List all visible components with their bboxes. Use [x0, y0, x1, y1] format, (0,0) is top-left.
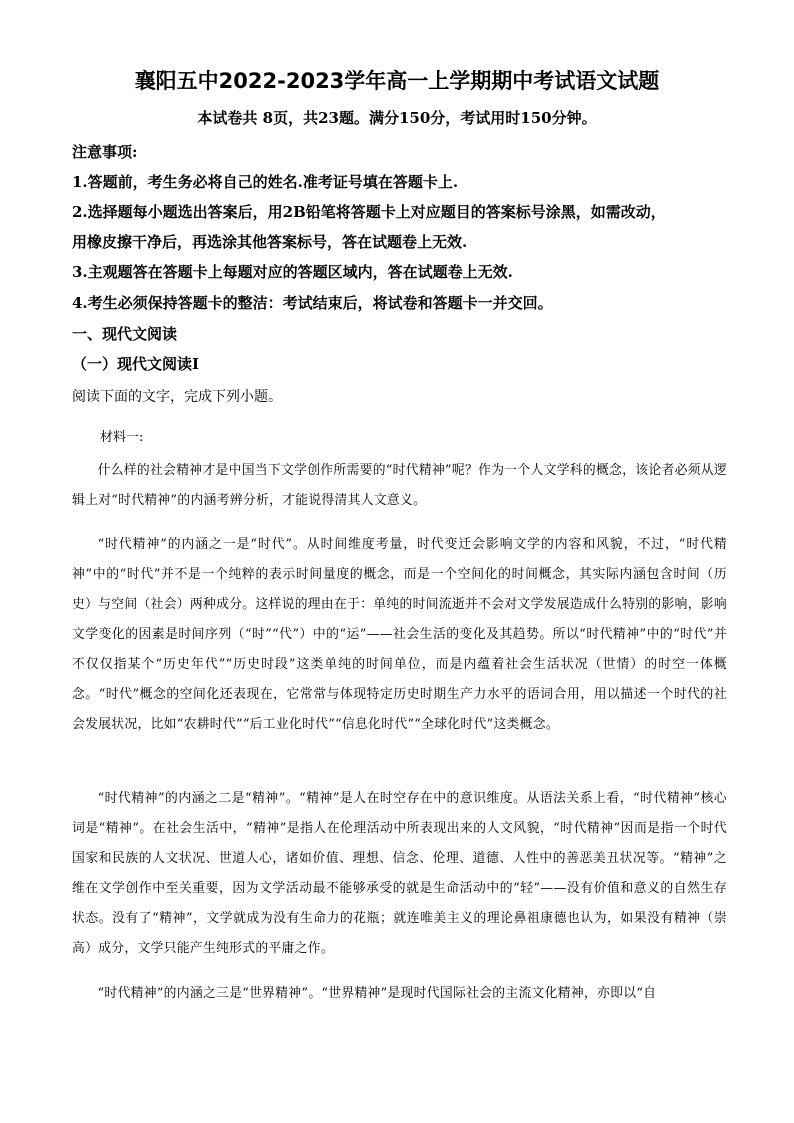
notice-heading: 注意事项: — [72, 143, 138, 161]
notice-item-4: 4.考生必须保持答题卡的整洁：考试结束后，将试卷和答题卡一并交回。 — [72, 294, 553, 312]
paragraph-1: 什么样的社会精神才是中国当下文学创作所需要的“时代精神”呢？作为一个人文学科的概念，该论者必须从逻辑上对“时代精神”的内涵考辨分析，才能说得清其人文意义。 — [72, 463, 727, 508]
notice-item-2-cont: 用橡皮擦干净后，再选涂其他答案标号，答在试题卷上无效. — [72, 233, 468, 251]
notice-item-3: 3.主观题答在答题卡上每题对应的答题区域内，答在试题卷上无效. — [72, 263, 513, 281]
exam-subtitle: 本试卷共 8页，共23题。满分150分，考试用时150分钟。 — [197, 109, 597, 127]
paragraph-3: “时代精神”的内涵之二是“精神”。“精神”是人在时空存在中的意识维度。从语法关系上看，“时代精神”核心词是“精神”。在社会生活中，“精神”是指人在伦理活动中所表现出来的人文风貌，“时代精神”因而是指一个时代国家和民族的人文状况、世道人心，诸如价值、理想、信念、伦理、道德、人性中的善恶美丑状况等。“精神”之维在文学创作中至关重要，因为文学活动最不能够承受的就是生命活动中的“轻”——没有价值和意义的自然生存状态。没有了“精神”，文学就成为没有生命力的花瓶；就连唯美主义的理论鼻祖康德也认为，如果没有精神（崇高）成分，文学只能产生纯形式的平庸之作。 — [72, 791, 727, 956]
section-subheading: （一）现代文阅读Ⅰ — [72, 355, 200, 373]
material-label: 材料一: — [100, 430, 144, 445]
exam-title: 襄阳五中2022-2023学年高一上学期期中考试语文试题 — [134, 69, 660, 93]
reading-instruction: 阅读下面的文字，完成下列小题。 — [72, 389, 282, 405]
section-heading: 一、现代文阅读 — [72, 325, 178, 343]
notice-item-1: 1.答题前，考生务必将自己的姓名.准考证号填在答题卡上. — [72, 173, 459, 191]
notice-item-2: 2.选择题每小题选出答案后，用2B铅笔将答题卡上对应题目的答案标号涂黑，如需改动， — [72, 203, 666, 221]
paragraph-4: “时代精神”的内涵之三是“世界精神”。“世界精神”是现时代国际社会的主流文化精神，亦即以“自 — [97, 986, 657, 1001]
paragraph-2: “时代精神”的内涵之一是“时代”。从时间维度考量，时代变迁会影响文学的内容和风貌，不过，“时代精神”中的“时代”并不是一个纯粹的表示时间量度的概念，而是一个空间化的时间概念，其实际内涵包含时间（历史）与空间（社会）两种成分。这样说的理由在于：单纯的时间流逝并不会对文学发展造成什么特别的影响，影响文学变化的因素是时间序列（“时”“代”）中的“运”——社会生活的变化及其趋势。所以“时代精神”中的“时代”并不仅仅指某个“历史年代”“历史时段”这类单纯的时间单位，而是内蕴着社会生活状况（世情）的时空一体概念。“时代”概念的空间化还表现在，它常常与体现特定历史时期生产力水平的语词合用，用以描述一个时代的社会发展状况，比如“农耕时代”“后工业化时代”“信息化时代”“全球化时代”这类概念。 — [72, 537, 727, 732]
